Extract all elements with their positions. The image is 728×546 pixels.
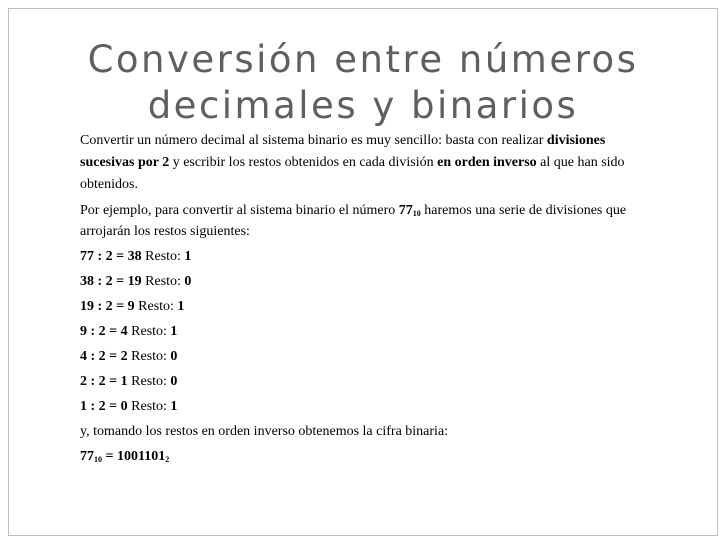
slide-body [80,130,640,471]
division-rest: 1 [184,249,192,264]
division-op: 4 : 2 = 2 [80,349,128,364]
result-equation [80,446,640,467]
slide-title [9,37,717,129]
example-text-2: haremos una serie de divisiones que arrojarán los restos siguientes: [80,203,627,239]
example-text-1: Por ejemplo, para convertir al sistema binario el número [80,203,399,218]
result-decimal [80,449,169,464]
title-line-1: Conversión entre números [87,38,639,81]
result-decimal-value: 77 [80,449,94,464]
division-rest: 1 [170,399,178,414]
example-number [399,203,421,218]
result-decimal-base: 10 [94,455,102,464]
division-row [80,246,640,267]
intro-bold-2: en orden inverso [437,155,537,170]
division-op: 38 : 2 = 19 [80,274,142,289]
division-row [80,321,640,342]
conclusion-text: y, tomando los restos en orden inverso obtenemos la cifra binaria: [80,424,449,439]
example-number-base: 10 [412,209,421,218]
resto-label: Resto: [145,249,181,264]
division-rest: 0 [170,374,178,389]
division-rest: 1 [177,299,185,314]
division-row [80,396,640,417]
intro-text-2: y escribir los restos obtenidos en cada división [169,155,438,170]
division-op: 19 : 2 = 9 [80,299,135,314]
division-op: 1 : 2 = 0 [80,399,128,414]
division-op: 77 : 2 = 38 [80,249,142,264]
division-row [80,371,640,392]
example-number-value: 77 [398,203,413,218]
title-line-2: decimales y binarios [147,84,579,127]
division-rest: 1 [170,324,178,339]
resto-label: Resto: [131,349,167,364]
intro-paragraph [80,130,640,196]
division-rest: 0 [184,274,192,289]
resto-label: Resto: [138,299,174,314]
resto-label: Resto: [131,399,167,414]
division-row [80,296,640,317]
result-equals: = [102,449,117,464]
result-binary-value: 1001101 [116,449,166,464]
division-op: 9 : 2 = 4 [80,324,128,339]
intro-text-3: al que han sido obtenidos. [80,155,625,192]
resto-label: Resto: [145,274,181,289]
division-rest: 0 [170,349,178,364]
intro-text-1: Convertir un número decimal al sistema binario es muy sencillo: basta con realizar [80,133,547,148]
division-row [80,271,640,292]
intro-bold-1: divisiones sucesivas por 2 [80,133,606,170]
resto-label: Resto: [131,374,167,389]
resto-label: Resto: [131,324,167,339]
division-row [80,346,640,367]
example-paragraph [80,200,640,242]
result-binary-base: 2 [165,455,170,464]
division-op: 2 : 2 = 1 [80,374,128,389]
